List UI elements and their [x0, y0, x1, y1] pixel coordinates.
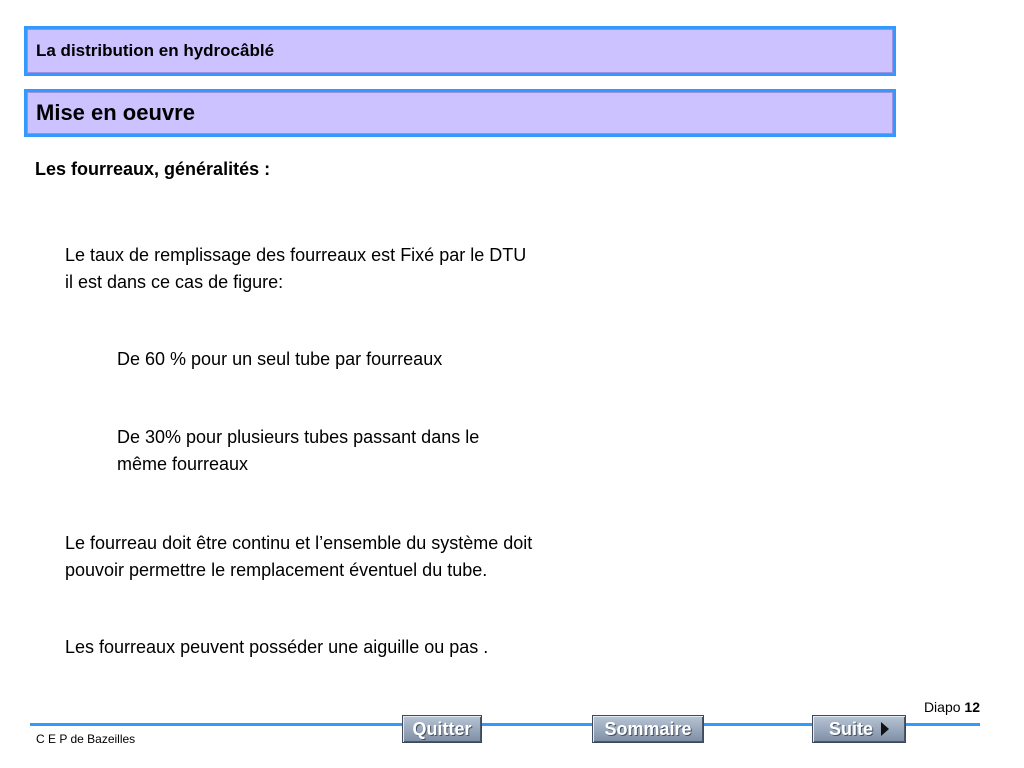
- paragraph-line: Le fourreau doit être continu et l’ensemble du système doit: [65, 533, 533, 553]
- organization-label: C E P de Bazeilles: [36, 732, 136, 746]
- slide-number-value: 12: [964, 699, 980, 715]
- paragraph-needle: Les fourreaux peuvent posséder une aiguille ou pas .: [65, 637, 489, 657]
- bullet-line: même fourreaux: [117, 454, 249, 474]
- paragraph-fill-rate: [65, 242, 526, 296]
- paragraph-line: pouvoir permettre le remplacement éventuel du tube.: [65, 560, 488, 580]
- quit-button-label: Quitter: [412, 718, 472, 739]
- title-banner: [24, 26, 896, 76]
- play-triangle-icon: [881, 722, 889, 736]
- paragraph-line: il est dans ce cas de figure:: [65, 272, 284, 292]
- paragraph-continuity: [65, 530, 532, 584]
- slide-label: Diapo: [923, 699, 961, 715]
- slide-number: [924, 699, 980, 715]
- bullet-multiple-tubes: [117, 424, 479, 478]
- section-title: Mise en oeuvre: [27, 92, 893, 134]
- quit-button[interactable]: [402, 715, 482, 743]
- next-button[interactable]: [812, 715, 906, 743]
- next-button-label: Suite: [828, 718, 873, 739]
- summary-button-label: Sommaire: [604, 718, 692, 739]
- bullet-line: De 30% pour plusieurs tubes passant dans le: [117, 427, 480, 447]
- content-heading: Les fourreaux, généralités :: [35, 159, 271, 179]
- bullet-single-tube: De 60 % pour un seul tube par fourreaux: [117, 349, 443, 369]
- summary-button[interactable]: [592, 715, 704, 743]
- page-title: La distribution en hydrocâblé: [27, 29, 893, 73]
- paragraph-line: Le taux de remplissage des fourreaux est Fixé par le DTU: [65, 245, 527, 265]
- section-banner: [24, 89, 896, 137]
